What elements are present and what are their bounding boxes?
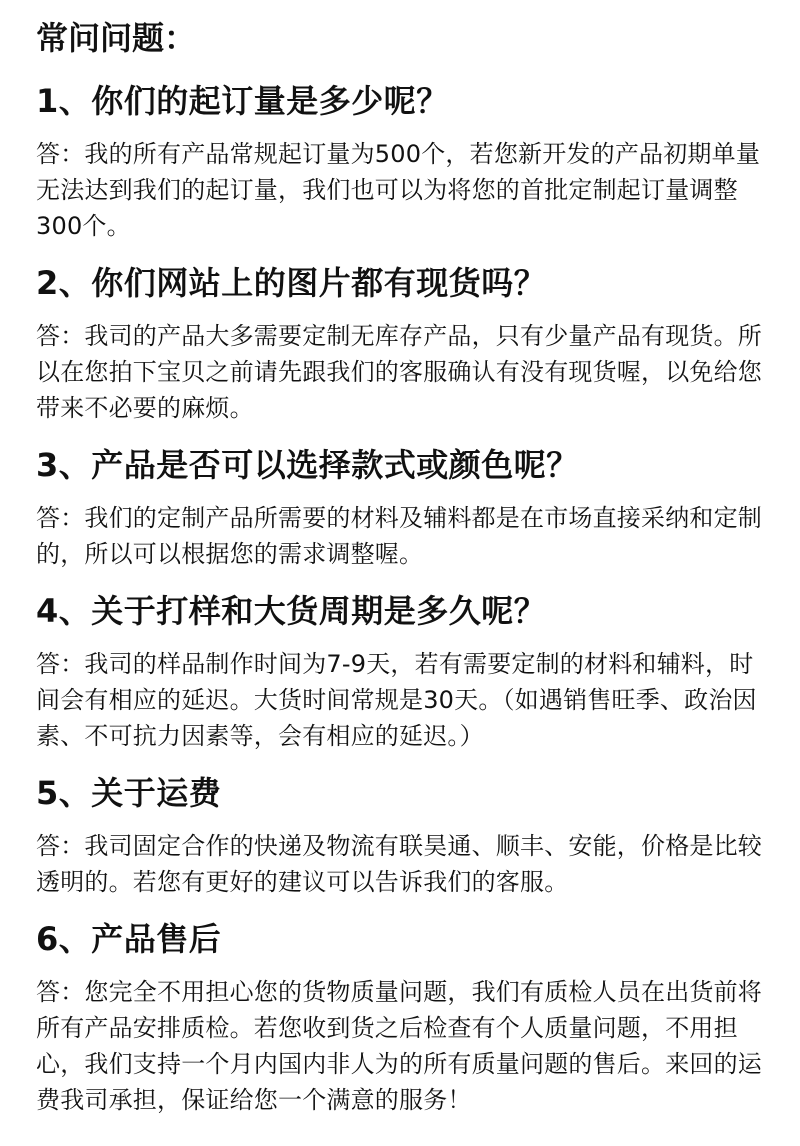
faq-item-3 (36, 444, 770, 572)
faq-item-2 (36, 262, 770, 426)
faq-item-5 (36, 772, 770, 900)
faq-question: 1、你们的起订量是多少呢？ (36, 82, 449, 120)
answer-text: 我的所有产品常规起订量为500个，若您新开发的产品初期单量无法达到我们的起订量，我们也可以为将您的首批定制起订量调整300个。 (36, 140, 761, 240)
faq-item-1 (36, 80, 770, 244)
faq-question: 5、关于运费 (36, 774, 222, 812)
answer-text: 您完全不用担心您的货物质量问题，我们有质检人员在出货前将所有产品安排质检。若您收到货之后检查有个人质量问题，不用担心，我们支持一个月内国内非人为的所有质量问题的售后。来回的运费我司承担，保证给您一个满意的服务！ (36, 978, 763, 1114)
faq-item-6 (36, 918, 770, 1118)
faq-item-4 (36, 590, 770, 754)
page-title: 常问问题： (36, 19, 197, 57)
answer-text: 我司固定合作的快递及物流有联昊通、顺丰、安能，价格是比较透明的。若您有更好的建议可以告诉我们的客服。 (36, 832, 763, 896)
answer-prefix: 答： (36, 140, 85, 168)
answer-prefix: 答： (36, 650, 85, 678)
answer-text: 我司的产品大多需要定制无库存产品，只有少量产品有现货。所以在您拍下宝贝之前请先跟我们的客服确认有没有现货喔，以免给您带来不必要的麻烦。 (36, 322, 763, 422)
answer-prefix: 答： (36, 322, 85, 350)
answer-text: 我司的样品制作时间为7-9天，若有需要定制的材料和辅料，时间会有相应的延迟。大货时间常规是30天。（如遇销售旺季、政治因素、不可抗力因素等，会有相应的延迟。） (36, 650, 757, 750)
faq-answer (36, 500, 766, 572)
faq-answer (36, 646, 766, 754)
answer-prefix: 答： (36, 978, 85, 1006)
faq-answer (36, 828, 766, 900)
answer-prefix: 答： (36, 832, 85, 860)
faq-answer (36, 136, 766, 244)
faq-question: 4、关于打样和大货周期是多久呢？ (36, 592, 547, 630)
answer-text: 我们的定制产品所需要的材料及辅料都是在市场直接采纳和定制的，所以可以根据您的需求调整喔。 (36, 504, 763, 568)
faq-answer (36, 974, 766, 1118)
faq-question: 2、你们网站上的图片都有现货吗？ (36, 264, 547, 302)
answer-prefix: 答： (36, 504, 85, 532)
faq-answer (36, 318, 766, 426)
faq-question: 6、产品售后 (36, 920, 222, 958)
faq-question: 3、产品是否可以选择款式或颜色呢？ (36, 446, 579, 484)
